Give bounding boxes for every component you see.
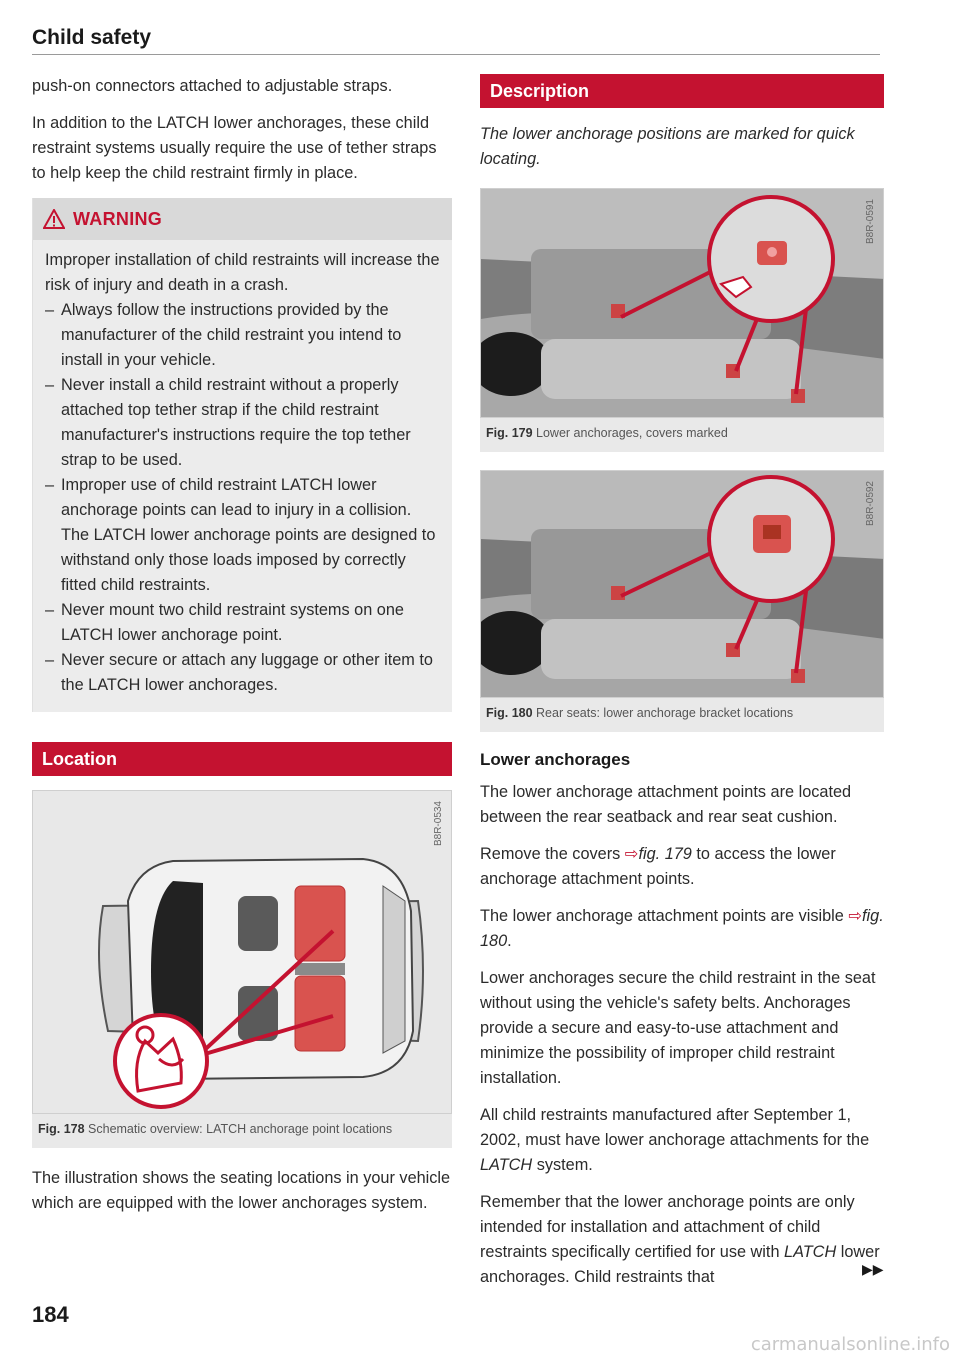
warning-list bbox=[45, 298, 442, 698]
link-arrow-icon: ⇨ bbox=[624, 845, 639, 863]
figure-label: Fig. 180 bbox=[486, 706, 533, 720]
text-run: Remove the covers bbox=[480, 845, 625, 863]
warning-item: – Improper use of child restraint LATCH lower anchorage points can lead to injury in a collision. The LATCH lower anchorage points are designed to withstand only those loads imposed by correctly fitted child restraints. bbox=[45, 473, 442, 598]
figure-code: B8R-0592 bbox=[865, 481, 876, 527]
figure-caption-text: Schematic overview: LATCH anchorage point locations bbox=[88, 1122, 393, 1136]
warning-lead: Improper installation of child restraints will increase the risk of injury and death in a crash. bbox=[45, 251, 440, 294]
page-title: Child safety bbox=[32, 26, 152, 49]
warning-item: – Never install a child restraint without a properly attached top tether strap if the child restraint manufacturer's instructions require the top tether strap to be used. bbox=[45, 373, 442, 473]
section-heading-description: Description bbox=[480, 74, 884, 108]
warning-item: – Never mount two child restraint systems on one LATCH lower anchorage point. bbox=[45, 598, 442, 648]
warning-header bbox=[33, 198, 452, 240]
rear-seat-brackets-illustration bbox=[481, 471, 884, 697]
warning-item: – Always follow the instructions provided by the manufacturer of the child restraint you intend to install in your vehicle. bbox=[45, 298, 442, 373]
text-run: lower anchorages. Child restraints that bbox=[480, 1243, 880, 1286]
paragraph bbox=[480, 1103, 884, 1178]
header-rule bbox=[32, 54, 880, 55]
text-run: All child restraints manufactured after September 1, 2002, must have lower anchorage attachments for the bbox=[480, 1106, 870, 1149]
paragraph: The lower anchorage attachment points are located between the rear seatback and rear seat cushion. bbox=[480, 783, 852, 826]
warning-triangle-icon bbox=[43, 209, 65, 229]
car-schematic-illustration bbox=[33, 791, 452, 1113]
emphasis: LATCH bbox=[480, 1156, 533, 1174]
text-run: to access the lower anchorage attachment points. bbox=[480, 845, 836, 888]
subheading-lower-anchorages: Lower anchorages bbox=[480, 750, 631, 769]
text-run: Remember that the lower anchorage points are only intended for installation and attachment of child restraints specifically certified for use with bbox=[480, 1193, 855, 1261]
warning-box bbox=[32, 198, 452, 712]
rear-seat-covers-illustration bbox=[481, 189, 884, 417]
figure-code: B8R-0591 bbox=[865, 199, 876, 245]
intro-text: The lower anchorage positions are marked for quick locating. bbox=[480, 125, 855, 168]
figure-caption-text: Rear seats: lower anchorage bracket locations bbox=[536, 706, 794, 720]
right-column bbox=[480, 74, 884, 1302]
paragraph bbox=[480, 842, 884, 892]
warning-title: WARNING bbox=[73, 208, 163, 229]
paragraph bbox=[480, 1190, 884, 1290]
link-arrow-icon: ⇨ bbox=[848, 907, 862, 925]
figure-179 bbox=[480, 188, 884, 418]
figure-caption bbox=[32, 1114, 452, 1148]
text-run: system. bbox=[532, 1156, 593, 1174]
paragraph: The illustration shows the seating locations in your vehicle which are equipped with the lower anchorages system. bbox=[32, 1169, 451, 1212]
figure-caption bbox=[480, 698, 884, 732]
figure-caption-text: Lower anchorages, covers marked bbox=[536, 426, 728, 440]
paragraph bbox=[480, 904, 884, 954]
watermark: carmanualsonline.info bbox=[750, 1334, 950, 1355]
figure-caption bbox=[480, 418, 884, 452]
page-number: 184 bbox=[32, 1302, 69, 1327]
figure-code: B8R-0534 bbox=[433, 801, 444, 847]
figure-178 bbox=[32, 790, 452, 1114]
paragraph: push-on connectors attached to adjustable straps. bbox=[32, 77, 393, 95]
warning-item: – Never secure or attach any luggage or other item to the LATCH lower anchorages. bbox=[45, 648, 442, 698]
figure-label: Fig. 178 bbox=[38, 1122, 85, 1136]
warning-body bbox=[33, 240, 452, 698]
paragraph: In addition to the LATCH lower anchorages, these child restraint systems usually require the use of tether straps to help keep the child restraint firmly in place. bbox=[32, 114, 437, 182]
paragraph: Lower anchorages secure the child restraint in the seat without using the vehicle's safety belts. Anchorages provide a secure and easy-to-use attachment and minimize the possibility of improper child restraint installation. bbox=[480, 969, 876, 1087]
left-column bbox=[32, 74, 452, 1228]
emphasis: LATCH bbox=[784, 1243, 837, 1261]
continue-arrow-icon: ▶▶ bbox=[862, 1261, 884, 1277]
figure-label: Fig. 179 bbox=[486, 426, 533, 440]
figure-180 bbox=[480, 470, 884, 698]
text-run: The lower anchorage attachment points are visible bbox=[480, 907, 849, 925]
figure-reference-link[interactable]: fig. 179 bbox=[638, 845, 692, 863]
section-heading-location: Location bbox=[32, 742, 452, 776]
text-run: . bbox=[507, 932, 512, 950]
figure-reference-link[interactable]: fig. 180 bbox=[480, 907, 884, 950]
